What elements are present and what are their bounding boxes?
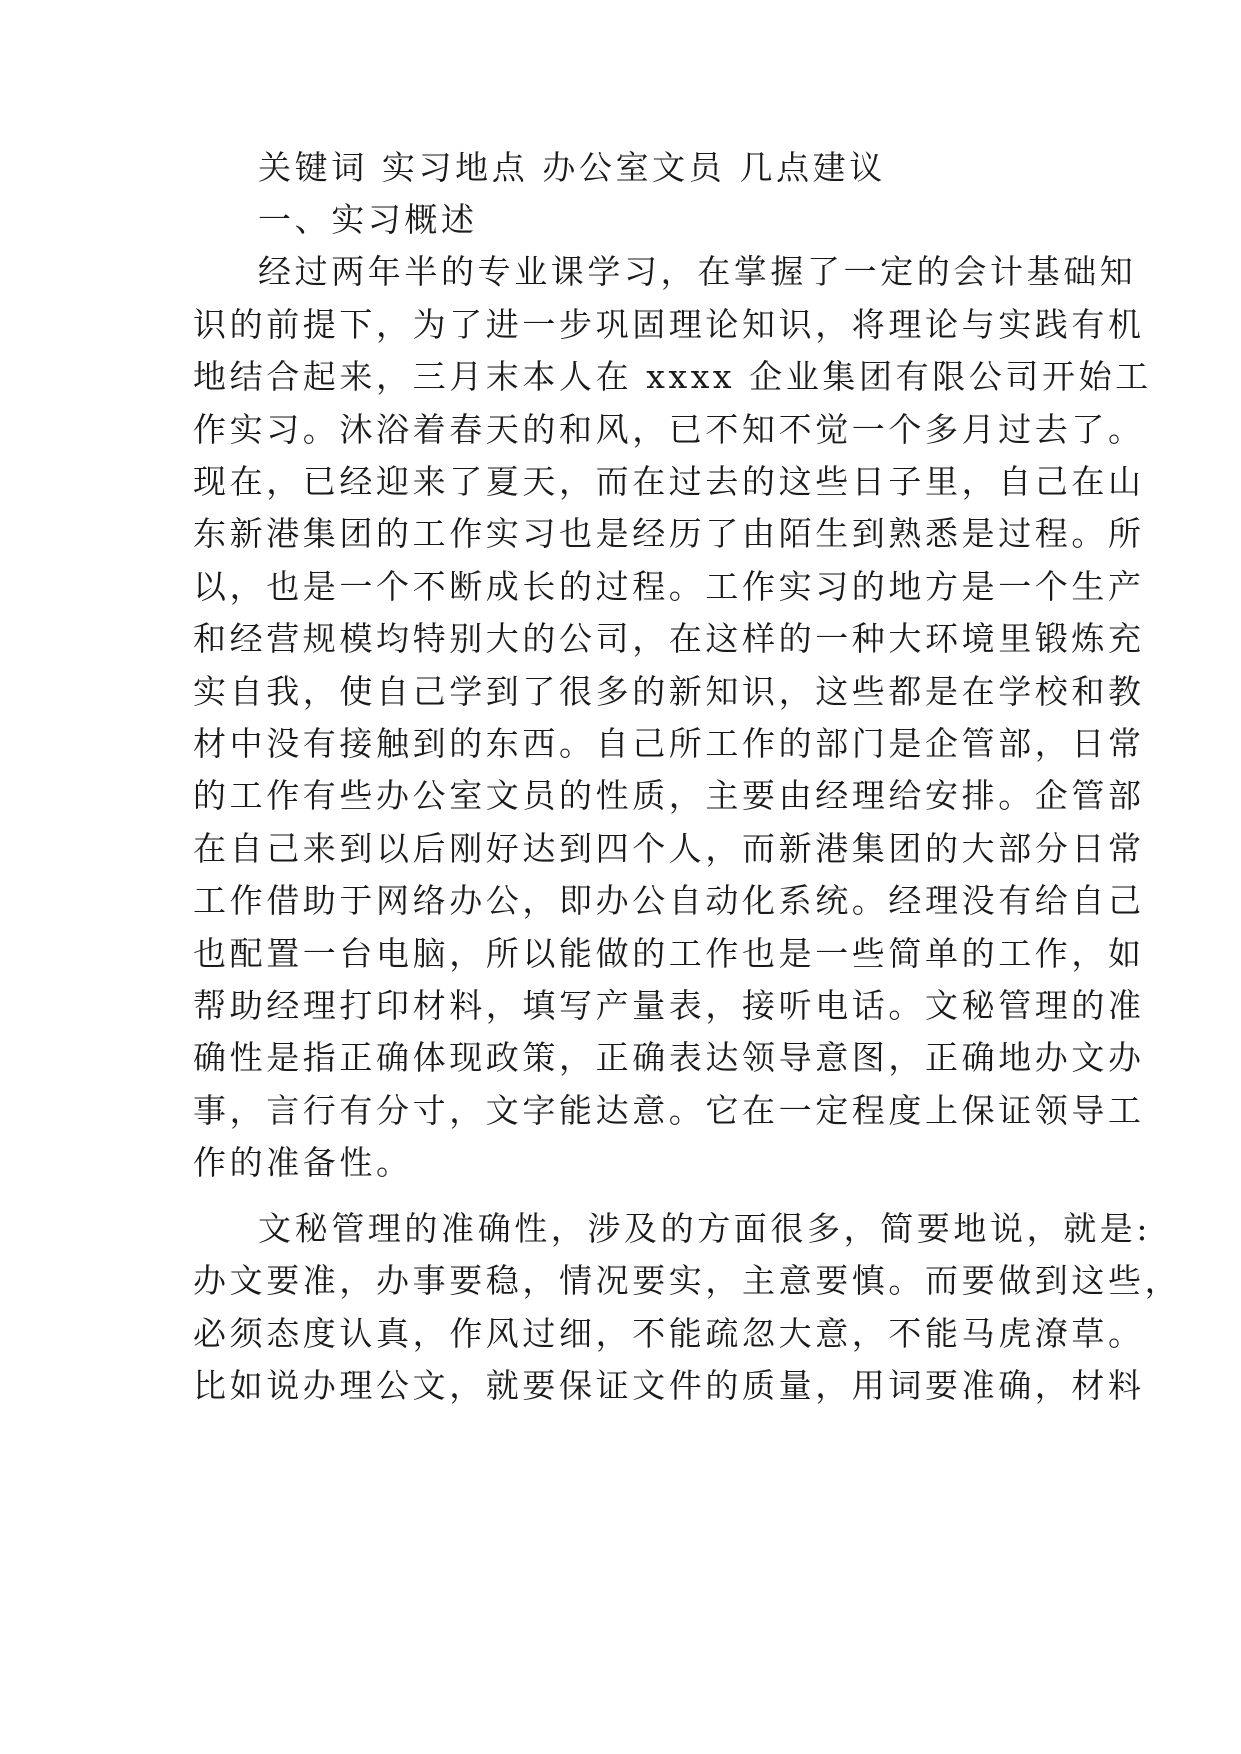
paragraph-line: 实自我，使自己学到了很多的新知识，这些都是在学校和教 [193, 672, 1145, 711]
paragraph-line: 东新港集团的工作实习也是经历了由陌生到熟悉是过程。所 [193, 514, 1145, 553]
paragraph-line: 工作借助于网络办公，即办公自动化系统。经理没有给自己 [193, 881, 1145, 920]
paragraph-line: 在自己来到以后刚好达到四个人，而新港集团的大部分日常 [193, 829, 1145, 868]
paragraph-line: 识的前提下，为了进一步巩固理论知识，将理论与实践有机 [193, 305, 1145, 344]
paragraph-line: 事，言行有分寸，文字能达意。它在一定程度上保证领导工 [193, 1091, 1145, 1130]
paragraph-line: 现在，已经迎来了夏天，而在过去的这些日子里，自己在山 [193, 462, 1145, 501]
paragraph-line: 也配置一台电脑，所以能做的工作也是一些简单的工作，如 [193, 934, 1145, 973]
paragraph-line: 办文要准，办事要稳，情况要实，主意要慎。而要做到这些， [193, 1261, 1182, 1300]
paragraph-line: 的工作有些办公室文员的性质，主要由经理给安排。企管部 [193, 776, 1145, 815]
paragraph-line: 比如说办理公文，就要保证文件的质量，用词要准确，材料 [193, 1366, 1145, 1405]
paragraph-line: 作实习。沐浴着春天的和风，已不知不觉一个多月过去了。 [193, 410, 1145, 449]
paragraph-line: 确性是指正确体现政策，正确表达领导意图，正确地办文办 [193, 1038, 1145, 1077]
paragraph-line: 和经营规模均特别大的公司，在这样的一种大环境里锻炼充 [193, 619, 1145, 658]
keywords-line: 关键词 实习地点 办公室文员 几点建议 [258, 148, 886, 187]
paragraph-line: 材中没有接触到的东西。自己所工作的部门是企管部，日常 [193, 724, 1145, 763]
paragraph-line: 地结合起来，三月末本人在 xxxx 企业集团有限公司开始工 [193, 357, 1152, 396]
paragraph-line: 经过两年半的专业课学习，在掌握了一定的会计基础知 [258, 252, 1137, 291]
paragraph-line: 帮助经理打印材料，填写产量表，接听电话。文秘管理的准 [193, 986, 1145, 1025]
section-heading: 一、实习概述 [258, 200, 478, 239]
paragraph-line: 以，也是一个不断成长的过程。工作实习的地方是一个生产 [193, 567, 1145, 606]
paragraph-line: 必须态度认真，作风过细，不能疏忽大意，不能马虎潦草。 [193, 1314, 1145, 1353]
paragraph-line: 作的准备性。 [193, 1143, 413, 1182]
paragraph-line: 文秘管理的准确性，涉及的方面很多，简要地说，就是: [258, 1209, 1152, 1248]
